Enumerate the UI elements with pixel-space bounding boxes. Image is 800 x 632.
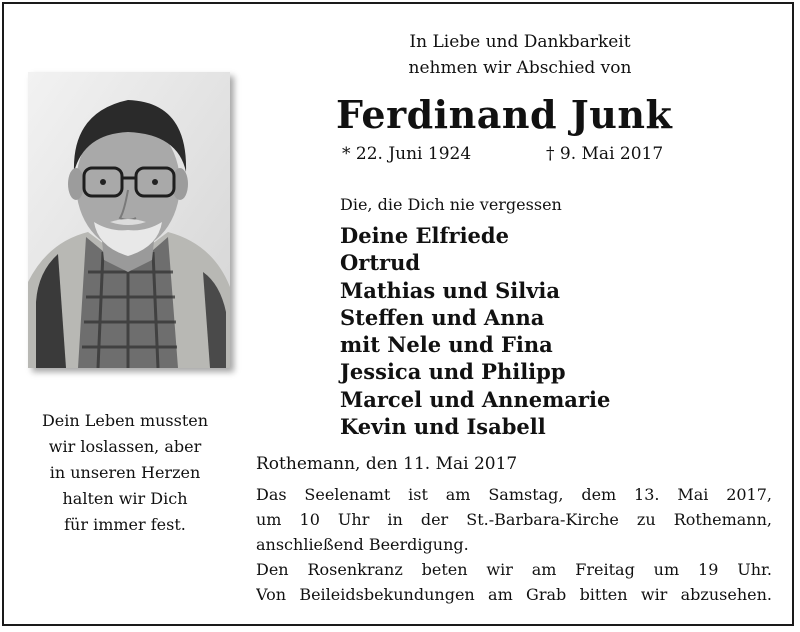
verse-line: Dein Leben mussten xyxy=(41,411,209,430)
rosary-line: Den Rosenkranz beten wir am Freitag um 19 Uhr. xyxy=(256,560,772,579)
intro-line-1: In Liebe und Dankbarkeit xyxy=(409,32,631,52)
mourners-list xyxy=(340,222,610,440)
mourner-name: Deine Elfriede xyxy=(340,223,509,248)
memorial-verse xyxy=(20,408,230,538)
mourner-name: Mathias und Silvia xyxy=(340,277,560,303)
birth-date: * 22. Juni 1924 xyxy=(342,144,472,164)
mourner-name: Marcel und Annemarie xyxy=(340,386,611,412)
verse-line: in unseren Herzen xyxy=(49,463,201,482)
mourner-name: mit Nele und Fina xyxy=(340,332,553,358)
mourner-name: Steffen und Anna xyxy=(340,304,545,330)
portrait-image xyxy=(28,72,230,368)
service-line: anschließend Beerdigung. xyxy=(256,535,469,554)
rosary-details xyxy=(256,557,772,607)
service-line: um 10 Uhr in der St.-Barbara-Kirche zu Rothemann, xyxy=(256,510,772,529)
verse-line: wir loslassen, aber xyxy=(48,437,202,456)
death-date: † 9. Mai 2017 xyxy=(546,144,664,164)
service-details xyxy=(256,482,772,557)
service-line: Das Seelenamt ist am Samstag, dem 13. Mai 2017, xyxy=(256,485,772,504)
intro-line-2: nehmen wir Abschied von xyxy=(408,58,632,78)
rosary-line: Von Beileidsbekundungen am Grab bitten wir abzusehen. xyxy=(256,585,772,604)
deceased-name: Ferdinand Junk xyxy=(336,92,673,137)
verse-line: für immer fest. xyxy=(64,515,186,534)
mourners-heading: Die, die Dich nie vergessen xyxy=(340,195,562,214)
mourner-name: Jessica und Philipp xyxy=(340,359,566,385)
mourner-name: Ortrud xyxy=(340,250,421,276)
mourner-name: Kevin und Isabell xyxy=(340,414,546,440)
place-and-date: Rothemann, den 11. Mai 2017 xyxy=(256,454,518,474)
verse-line: halten wir Dich xyxy=(62,489,188,508)
portrait-photo xyxy=(28,72,230,368)
